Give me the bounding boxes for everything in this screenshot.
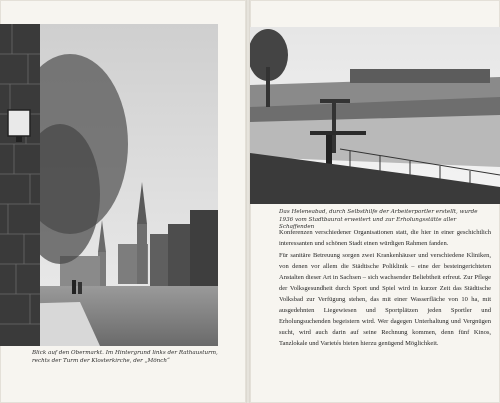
bath-photo: [250, 27, 500, 204]
right-photo-caption: Das Heleneabad, durch Selbsthilfe der Arbeiterportler erstellt, wurde 1936 vom Stadtbaurat erweitert und zur Erholungsstätte aller Schaffenden: [279, 209, 478, 231]
body-paragraph: Für sanitäre Betreuung sorgen zwei Krankenhäuser und verschiedene Kliniken, von denen vor allem die Städtische Poliklinik – eine der besteingerichteten Anstalten dieser Art in Sachsen – sich wachsender Beliebtheit erfreut. Zur Pflege der Volksgesundheit durch Sport und Spiel wird in kurzer Zeit das Städtische Volksbad zur Verfügung stehen, das mit einer Wasserfläche von 10 ha, mit ausgedehnten Liegewiesen und Sportplätzen jeden Sportler und Erholungsuchenden begeistern wird. Wer dagegen Unterhaltung und Vergnügen sucht, wird auch darin auf seine Rechnung kommen, denn fünf Kinos, Tanzlokale und Varietés bieten hierzu genügend Möglichkeit.: [279, 252, 491, 347]
left-photo-caption: Blick auf den Obermarkt. Im Hintergrund links der Rathausturm, rechts der Turm der Klosterkirche, der „Mönch“: [32, 350, 218, 364]
body-paragraph: Konferenzen verschiedener Organisationen statt, die hier in einer geschichtlich interessanten und schönen Stadt einen würdigen Rahmen fanden.: [279, 229, 491, 247]
article-body: [279, 227, 491, 349]
market-square-photo: [0, 24, 218, 346]
